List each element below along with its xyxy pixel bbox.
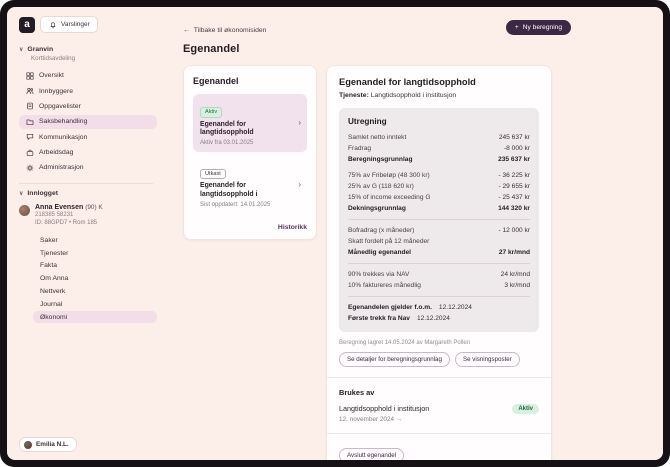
used-by-row <box>339 404 539 423</box>
calc-divider <box>348 219 530 220</box>
calc-value: 245 637 kr <box>498 134 530 141</box>
used-by-date-link[interactable]: 12. november 2024 → <box>339 416 403 423</box>
sidebar-item-label: Administrasjon <box>39 164 84 172</box>
user-name: Emilia N.L. <box>36 441 69 448</box>
sidebar-item-kommunikasjon[interactable] <box>19 130 157 144</box>
patient-nav-nettverk[interactable] <box>33 285 157 297</box>
current-user-chip[interactable] <box>19 437 77 452</box>
notifications-button[interactable] <box>40 16 98 33</box>
calc-row <box>348 280 530 291</box>
calc-label: Beregningsgrunnlag <box>348 156 413 163</box>
sidebar-item-label: Oppgavelister <box>39 102 81 110</box>
patient-nav-label: Tjenester <box>40 249 69 257</box>
calc-row <box>348 132 530 143</box>
arrow-left-icon: ← <box>183 27 190 34</box>
patient-nav <box>33 234 157 324</box>
briefcase-icon <box>25 148 34 157</box>
effective-date-value: 12.12.2024 <box>438 304 472 311</box>
tasks-icon <box>25 102 34 111</box>
effective-date-row <box>348 302 530 313</box>
calc-row <box>348 170 530 181</box>
calc-label: 15% of income exceeding G <box>348 194 431 201</box>
calc-value: - 12 000 kr <box>498 227 530 234</box>
org-section-toggle[interactable] <box>19 46 157 53</box>
patient-id-room: ID: 88GPD7 • Rom 185 <box>35 219 98 226</box>
notifications-label: Varslinger <box>61 21 90 28</box>
sidebar-item-administrasjon[interactable] <box>19 161 157 175</box>
new-calculation-label: Ny beregning <box>522 24 562 31</box>
user-avatar <box>24 441 32 449</box>
org-name: Granvin <box>27 46 54 53</box>
org-subtitle: Korttidsavdeling <box>31 55 76 62</box>
sidebar-item-innbyggere[interactable] <box>19 84 157 98</box>
display-posts-button[interactable]: Se visningsposter <box>455 352 520 367</box>
calc-row <box>348 192 530 203</box>
sidebar-divider <box>19 183 153 184</box>
chat-icon <box>25 133 34 142</box>
end-egenandel-button[interactable]: Avslutt egenandel <box>339 448 404 460</box>
sidebar-item-oversikt[interactable] <box>19 69 157 83</box>
section-divider <box>327 377 551 378</box>
egenandel-detail-card <box>326 65 552 460</box>
calc-value: - 36 225 kr <box>498 172 530 179</box>
calc-row <box>348 143 530 154</box>
logged-in-section-toggle[interactable] <box>19 190 157 197</box>
patient-number: 218385 58231 <box>35 212 74 219</box>
new-calculation-button[interactable] <box>506 20 571 35</box>
chevron-right-icon: › <box>298 179 301 189</box>
calculation-box <box>339 108 539 332</box>
page-title: Egenandel <box>183 43 240 55</box>
calc-label: Månedlig egenandel <box>348 249 412 256</box>
patient-nav-label: Fakta <box>40 262 57 270</box>
sidebar-item-label: Innbyggere <box>39 87 74 95</box>
calc-label: Bofradrag (x måneder) <box>348 227 415 234</box>
patient-nav-label: Journal <box>40 300 63 308</box>
detail-title: Egenandel for langtidsopphold <box>339 77 476 87</box>
service-label: Tjeneste: <box>339 92 369 99</box>
effective-date-label: Egenandelen gjelder f.o.m. <box>348 304 432 311</box>
calc-row-total <box>348 247 530 258</box>
patient-avatar <box>19 205 30 216</box>
chevron-down-icon: ∨ <box>19 47 24 53</box>
sidebar-item-label: Saksbehandling <box>39 118 88 126</box>
patient-nav-okonomi[interactable] <box>33 311 157 323</box>
calc-divider <box>348 263 530 264</box>
calc-row <box>348 181 530 192</box>
egenandel-item-subtitle: Aktiv fra 03.01.2025 <box>200 139 254 146</box>
sidebar <box>7 7 165 460</box>
status-badge: Utkast <box>200 169 226 180</box>
patient-nav-om-anna[interactable] <box>33 273 157 285</box>
patient-nav-label: Saker <box>40 236 58 244</box>
status-badge: Aktiv <box>200 107 222 118</box>
patient-card[interactable] <box>19 204 157 226</box>
calc-value: 24 kr/mnd <box>500 271 530 278</box>
sidebar-item-arbeidsdag[interactable] <box>19 145 157 159</box>
sidebar-item-label: Oversikt <box>39 72 64 80</box>
calc-label: 25% av G (118 620 kr) <box>348 183 414 190</box>
folder-icon <box>25 117 34 126</box>
calc-label: 10% faktureres månedlig <box>348 282 421 289</box>
used-by-service: Langtidsopphold i institusjon <box>339 404 430 413</box>
sidebar-item-label: Arbeidsdag <box>39 149 74 157</box>
calc-row <box>348 269 530 280</box>
calc-value: - 25 437 kr <box>498 194 530 201</box>
section-divider <box>327 433 551 434</box>
first-deduction-row <box>348 313 530 324</box>
calc-label: 90% trekkes via NAV <box>348 271 410 278</box>
calc-value: 235 637 kr <box>498 156 530 163</box>
calc-label: Skatt fordelt på 12 måneder <box>348 238 430 245</box>
chevron-right-icon: › <box>298 117 301 127</box>
patient-nav-label: Nettverk <box>40 287 66 295</box>
app-window <box>7 7 663 460</box>
egenandel-item-active[interactable] <box>193 94 307 152</box>
calc-row <box>348 225 530 236</box>
egenandel-item-draft[interactable] <box>193 156 307 214</box>
egenandel-list-card <box>183 65 317 240</box>
chevron-down-icon: ∨ <box>19 190 24 197</box>
details-button[interactable]: Se detaljer for beregningsgrunnlag <box>339 352 450 367</box>
patient-nav-label: Om Anna <box>40 275 69 283</box>
calc-row-total <box>348 203 530 214</box>
calc-value: - 29 655 kr <box>498 183 530 190</box>
back-link[interactable] <box>183 27 266 34</box>
sidebar-item-saksbehandling[interactable] <box>19 115 157 129</box>
grid-icon <box>25 71 34 80</box>
history-link[interactable]: Historikk <box>277 223 307 231</box>
patient-nav-tjenester[interactable] <box>33 247 157 259</box>
calc-label: Samlet netto inntekt <box>348 134 407 141</box>
first-deduction-label: Første trekk fra Nav <box>348 315 410 322</box>
patient-meta: (90) K <box>85 203 103 211</box>
patient-nav-saker[interactable] <box>33 234 157 246</box>
sidebar-item-oppgavelister[interactable] <box>19 99 157 113</box>
calc-value: -8 000 kr <box>503 145 530 152</box>
gear-icon <box>25 163 34 172</box>
egenandel-item-title: Egenandel for langtidsopphold <box>200 120 254 137</box>
saved-note: Beregning lagret 14.05.2024 av Margareth Pollen <box>339 340 471 346</box>
calc-row <box>348 236 530 247</box>
app-logo[interactable]: a <box>19 17 35 33</box>
calculation-heading: Utregning <box>348 117 387 126</box>
calc-label: Fradrag <box>348 145 372 152</box>
egenandel-item-title: Egenandel for langtidsopphold i <box>200 182 258 198</box>
plus-icon: + <box>514 24 519 31</box>
egenandel-item-subtitle: Sist oppdatert: 14.01.2025 <box>200 201 271 208</box>
calc-label: Dekningsgrunnlag <box>348 205 406 212</box>
patient-name: Anna Evensen <box>35 203 84 211</box>
status-badge: Aktiv <box>512 404 539 414</box>
calc-value: 3 kr/mnd <box>504 282 530 289</box>
patient-nav-fakta[interactable] <box>33 260 157 272</box>
back-link-label: Tilbake til økonomisiden <box>193 27 267 34</box>
calc-label: 75% av Fribeløp (48 300 kr) <box>348 172 430 179</box>
first-deduction-value: 12.12.2024 <box>416 315 450 322</box>
sidebar-item-label: Kommunikasjon <box>39 133 88 141</box>
calc-value: 144 320 kr <box>498 205 530 212</box>
main-content <box>165 7 663 460</box>
used-by-heading: Brukes av <box>339 388 375 397</box>
calc-value: 27 kr/mnd <box>498 249 530 256</box>
people-icon <box>25 87 34 96</box>
bell-icon <box>48 20 57 29</box>
patient-nav-label: Økonomi <box>40 313 68 321</box>
logged-in-label: Innlogget <box>27 189 58 197</box>
service-value: Langtidsopphold i institusjon <box>370 92 457 99</box>
list-card-title: Egenandel <box>193 76 239 86</box>
patient-nav-journal[interactable] <box>33 298 157 310</box>
calc-row-total <box>348 154 530 165</box>
calc-divider <box>348 296 530 297</box>
